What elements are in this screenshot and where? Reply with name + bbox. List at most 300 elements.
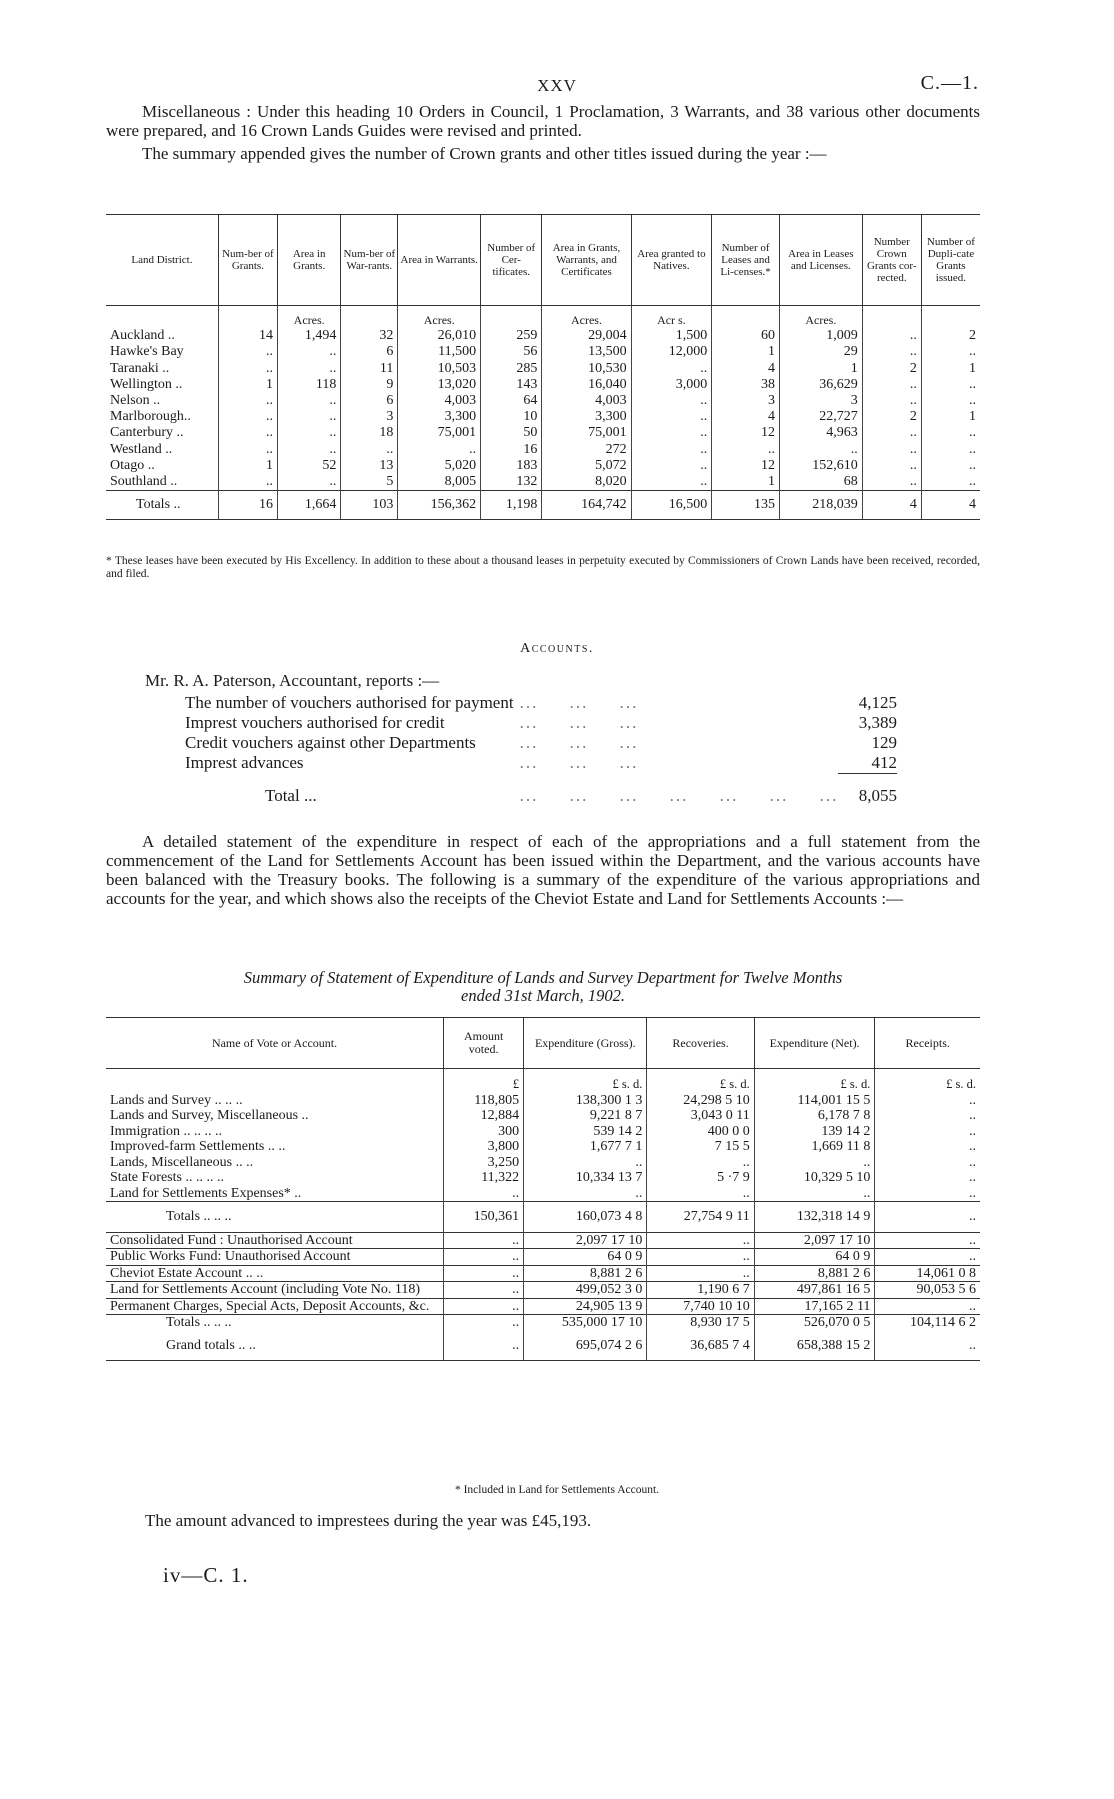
vouchers-total-label: Total ... — [265, 785, 317, 805]
table-cell: 1,009 — [779, 328, 862, 344]
table-cell: .. — [921, 344, 980, 360]
units-row — [106, 1069, 980, 1093]
table-cell: 1 — [218, 377, 277, 393]
voucher-label: Imprest vouchers authorised for credit — [185, 713, 445, 732]
voucher-label: The number of vouchers authorised for payment — [185, 693, 514, 712]
voucher-value: 412 — [838, 753, 897, 774]
table-cell: .. — [341, 442, 398, 458]
total-cell: .. — [875, 1331, 980, 1361]
table-cell: .. — [631, 474, 712, 491]
accounts-paragraph: A detailed statement of the expenditure in respect of each of the appropriations and a full statement from the commencement of the Land for Settlements Account has been issued within the Department, and the various accounts have been balanced with the Treasury books. The following is a summary of the expenditure of the various appropriations and accounts for the year, and which shows also the receipts of the Cheviot Estate and Land for Settlements Accounts :— — [106, 832, 980, 908]
total-cell: 4 — [921, 491, 980, 520]
table-cell: 10,329 5 10 — [754, 1170, 875, 1186]
row-label: Immigration .. .. .. .. — [110, 1123, 222, 1139]
table-cell: 5,020 — [398, 458, 481, 474]
total-cell: 535,000 17 10 — [524, 1315, 647, 1331]
table-cell: 24,298 5 10 — [647, 1093, 754, 1109]
spacer — [185, 774, 897, 786]
closing-sentence: The amount advanced to imprestees during the year was £45,193. — [145, 1511, 592, 1530]
table-cell: .. — [444, 1186, 524, 1202]
table-cell: 9,221 8 7 — [524, 1108, 647, 1124]
total-cell: Totals .. — [106, 491, 218, 520]
table-cell: .. — [277, 393, 340, 409]
table-cell: .. — [444, 1265, 524, 1282]
voucher-label: Credit vouchers against other Departments — [185, 733, 476, 752]
leader-dots: ... ... ... — [519, 693, 639, 712]
table-cell: 29 — [779, 344, 862, 360]
col-header: Num-ber of Grants. — [218, 215, 277, 306]
table-cell: .. — [218, 393, 277, 409]
total-cell: .. — [444, 1331, 524, 1361]
row-label: Auckland .. — [110, 328, 175, 344]
table-cell: .. — [862, 458, 921, 474]
voucher-value: 4,125 — [858, 693, 897, 712]
table-cell: 7 15 5 — [647, 1139, 754, 1155]
row-label: Permanent Charges, Special Acts, Deposit Accounts, &c. — [106, 1298, 444, 1315]
table-cell: 3,043 0 11 — [647, 1108, 754, 1124]
accounts-reporter: Mr. R. A. Paterson, Accountant, reports :— — [145, 671, 440, 690]
table-cell: 8,020 — [542, 474, 631, 491]
row-label: Wellington .. — [110, 376, 183, 392]
table-cell: .. — [277, 425, 340, 441]
total-cell: Totals .. .. .. — [106, 1202, 444, 1233]
table-row — [106, 1139, 980, 1155]
table-cell: .. — [647, 1265, 754, 1282]
total-cell: 658,388 15 2 — [754, 1331, 875, 1361]
table-cell: .. — [921, 458, 980, 474]
table-cell: .. — [444, 1249, 524, 1266]
table-cell: 1,190 6 7 — [647, 1282, 754, 1299]
summary-title — [106, 969, 980, 1005]
table-cell: 1 — [712, 344, 780, 360]
table-cell: .. — [218, 442, 277, 458]
total-cell: .. — [444, 1315, 524, 1331]
table-cell: 11,500 — [398, 344, 481, 360]
row-label: Nelson .. — [110, 393, 161, 409]
table-cell: 68 — [779, 474, 862, 491]
col-header: Recoveries. — [647, 1018, 754, 1069]
col-header: Land District. — [106, 215, 218, 306]
total-cell: 218,039 — [779, 491, 862, 520]
table-cell: .. — [875, 1170, 980, 1186]
table-cell: 2 — [862, 409, 921, 425]
table-cell: 13 — [341, 458, 398, 474]
document-code: C.—1. — [920, 72, 979, 94]
titles-totals-row — [106, 491, 980, 520]
table-cell: .. — [444, 1282, 524, 1299]
table-cell: 2,097 17 10 — [754, 1232, 875, 1249]
table-cell: .. — [647, 1155, 754, 1171]
vouchers-total-row — [185, 786, 897, 806]
table-cell: 4 — [712, 409, 780, 425]
table-row — [106, 1170, 980, 1186]
table-row — [106, 328, 980, 344]
table-cell: .. — [875, 1249, 980, 1266]
table-cell: .. — [875, 1124, 980, 1140]
table-row — [106, 1249, 980, 1266]
miscellaneous-paragraph: Miscellaneous : Under this heading 10 Orders in Council, 1 Proclamation, 3 Warrants, and 38 various other documents were prepared, and 16 Crown Lands Guides were revised and printed. — [106, 102, 980, 140]
table-cell: 12,000 — [631, 344, 712, 360]
col-header: Receipts. — [875, 1018, 980, 1069]
table-row — [106, 1298, 980, 1315]
table-cell: .. — [524, 1155, 647, 1171]
total-cell: 103 — [341, 491, 398, 520]
unit-cell: Acres. — [542, 306, 631, 329]
table-cell: 10,334 13 7 — [524, 1170, 647, 1186]
table-cell: 139 14 2 — [754, 1124, 875, 1140]
row-label: Canterbury .. — [110, 425, 184, 441]
total-cell: 160,073 4 8 — [524, 1202, 647, 1233]
unit-cell: £ s. d. — [647, 1069, 754, 1093]
table-cell: .. — [631, 393, 712, 409]
table-cell: .. — [875, 1155, 980, 1171]
table-cell: 24,905 13 9 — [524, 1298, 647, 1315]
table-cell: .. — [277, 344, 340, 360]
table-row — [106, 1124, 980, 1140]
voucher-row — [185, 733, 897, 753]
table-cell: .. — [631, 409, 712, 425]
unit-cell — [341, 306, 398, 329]
table-row — [106, 393, 980, 409]
table-cell: 3,000 — [631, 377, 712, 393]
table-cell: 64 0 9 — [754, 1249, 875, 1266]
summary-totals2-row — [106, 1315, 980, 1331]
table-cell: .. — [875, 1108, 980, 1124]
table-row — [106, 1265, 980, 1282]
row-label: Hawke's Bay — [110, 344, 184, 360]
table-cell: .. — [277, 442, 340, 458]
row-label: Taranaki .. — [110, 360, 170, 376]
unit-cell: Acres. — [398, 306, 481, 329]
leader-dots: ... ... ... — [519, 753, 639, 773]
summary-intro: The summary appended gives the number of Crown grants and other titles issued during the year :— — [142, 144, 827, 163]
table-cell: 1 — [218, 458, 277, 474]
total-cell: 526,070 0 5 — [754, 1315, 875, 1331]
table-cell: 4,963 — [779, 425, 862, 441]
table-cell: 4 — [712, 361, 780, 377]
table-cell: 8,005 — [398, 474, 481, 491]
table-cell: .. — [875, 1232, 980, 1249]
table-cell: 138,300 1 3 — [524, 1093, 647, 1109]
table-row — [106, 425, 980, 441]
table-cell: 90,053 5 6 — [875, 1282, 980, 1299]
total-cell: 36,685 7 4 — [647, 1331, 754, 1361]
table-cell: 7,740 10 10 — [647, 1298, 754, 1315]
col-header: Area granted to Natives. — [631, 215, 712, 306]
col-header: Area in Grants, Warrants, and Certificates — [542, 215, 631, 306]
table-cell: .. — [921, 474, 980, 491]
table-cell: 118,805 — [444, 1093, 524, 1109]
table-cell: 1,500 — [631, 328, 712, 344]
table-cell: 26,010 — [398, 328, 481, 344]
expenditure-table — [106, 1017, 980, 1361]
table-row — [106, 458, 980, 474]
col-header: Area in Warrants. — [398, 215, 481, 306]
table-cell: 6 — [341, 393, 398, 409]
table-row — [106, 1155, 980, 1171]
total-cell: 1,198 — [481, 491, 542, 520]
table-cell: 32 — [341, 328, 398, 344]
row-label: Public Works Fund: Unauthorised Account — [106, 1249, 444, 1266]
table-row — [106, 1232, 980, 1249]
leader-dots: ... ... ... — [519, 733, 639, 752]
unit-cell — [712, 306, 780, 329]
table-cell: .. — [862, 474, 921, 491]
table-cell: 6,178 7 8 — [754, 1108, 875, 1124]
total-cell: 104,114 6 2 — [875, 1315, 980, 1331]
table-cell: 2 — [862, 361, 921, 377]
summary-title-line: Summary of Statement of Expenditure of Lands and Survey Department for Twelve Months — [243, 968, 843, 987]
grand-totals-row — [106, 1331, 980, 1361]
table-cell: .. — [647, 1232, 754, 1249]
total-cell: 132,318 14 9 — [754, 1202, 875, 1233]
table-cell: .. — [875, 1139, 980, 1155]
table-cell: .. — [779, 442, 862, 458]
summary-totals-row — [106, 1202, 980, 1233]
table-cell: 1 — [921, 361, 980, 377]
table-cell: 75,001 — [398, 425, 481, 441]
row-label: Lands and Survey .. .. .. — [110, 1092, 243, 1108]
total-cell: 150,361 — [444, 1202, 524, 1233]
col-header: Expenditure (Gross). — [524, 1018, 647, 1069]
table-cell: 3 — [712, 393, 780, 409]
unit-cell: Acr s. — [631, 306, 712, 329]
col-header: Name of Vote or Account. — [106, 1018, 444, 1069]
table-cell: .. — [921, 442, 980, 458]
col-header: Number of Dupli-cate Grants issued. — [921, 215, 980, 306]
row-label: Land for Settlements Expenses* .. — [110, 1185, 302, 1201]
table-row — [106, 442, 980, 458]
voucher-value: 3,389 — [858, 713, 897, 732]
table-cell: 3,300 — [398, 409, 481, 425]
table-cell: 114,001 15 5 — [754, 1093, 875, 1109]
table-cell: 22,727 — [779, 409, 862, 425]
table-cell: .. — [444, 1298, 524, 1315]
voucher-value: 129 — [871, 733, 897, 752]
voucher-row — [185, 753, 897, 774]
unit-cell — [106, 1069, 444, 1093]
table-row — [106, 409, 980, 425]
unit-cell: £ s. d. — [875, 1069, 980, 1093]
row-label: Improved-farm Settlements .. .. — [110, 1139, 286, 1154]
table-cell: 183 — [481, 458, 542, 474]
table-row — [106, 1282, 980, 1299]
row-label: Southland .. — [110, 474, 178, 490]
table-cell: 1 — [712, 474, 780, 491]
table-cell: 56 — [481, 344, 542, 360]
table-row — [106, 1108, 980, 1124]
table-cell: 12,884 — [444, 1108, 524, 1124]
total-cell: Totals .. .. .. — [106, 1315, 444, 1331]
table-cell: 18 — [341, 425, 398, 441]
table-cell: .. — [862, 377, 921, 393]
table-cell: .. — [712, 442, 780, 458]
col-header: Num-ber of War-rants. — [341, 215, 398, 306]
vouchers-total-value: 8,055 — [858, 785, 897, 805]
table-cell: .. — [921, 393, 980, 409]
total-cell: 27,754 9 11 — [647, 1202, 754, 1233]
col-header: Number of Leases and Li-censes.* — [712, 215, 780, 306]
table-cell: .. — [647, 1249, 754, 1266]
table-cell: .. — [631, 458, 712, 474]
col-header: Number Crown Grants cor-rected. — [862, 215, 921, 306]
table-row — [106, 474, 980, 491]
leader-dots: ... ... ... — [519, 713, 639, 732]
table-cell: 1 — [779, 361, 862, 377]
total-cell: 164,742 — [542, 491, 631, 520]
summary-footnote: * Included in Land for Settlements Account. — [454, 1484, 660, 1496]
page-signature: iv—C. 1. — [163, 1563, 249, 1587]
table-cell: 29,004 — [542, 328, 631, 344]
table-cell: 50 — [481, 425, 542, 441]
table-cell: 64 0 9 — [524, 1249, 647, 1266]
table-cell: .. — [875, 1093, 980, 1109]
table-cell: 1,677 7 1 — [524, 1139, 647, 1155]
total-cell: 156,362 — [398, 491, 481, 520]
table-cell: .. — [218, 409, 277, 425]
row-label: Consolidated Fund : Unauthorised Account — [106, 1232, 444, 1249]
table-cell: 1 — [921, 409, 980, 425]
table-cell: .. — [862, 344, 921, 360]
table-cell: 52 — [277, 458, 340, 474]
table-cell: 6 — [341, 344, 398, 360]
vouchers-list — [185, 693, 897, 806]
table-cell: 3 — [779, 393, 862, 409]
unit-cell — [218, 306, 277, 329]
table-cell: .. — [277, 474, 340, 491]
unit-cell: £ s. d. — [754, 1069, 875, 1093]
table-cell: 10 — [481, 409, 542, 425]
table-cell: 36,629 — [779, 377, 862, 393]
voucher-row — [185, 713, 897, 733]
col-header: Number of Cer-tificates. — [481, 215, 542, 306]
table-cell: 5 ·7 9 — [647, 1170, 754, 1186]
total-cell: 135 — [712, 491, 780, 520]
col-header: Expenditure (Net). — [754, 1018, 875, 1069]
table-cell: 152,610 — [779, 458, 862, 474]
table-cell: .. — [524, 1186, 647, 1202]
table-cell: .. — [218, 474, 277, 491]
table-cell: 118 — [277, 377, 340, 393]
table-cell: 497,861 16 5 — [754, 1282, 875, 1299]
table-cell: 64 — [481, 393, 542, 409]
total-cell: 695,074 2 6 — [524, 1331, 647, 1361]
table-cell: 5,072 — [542, 458, 631, 474]
total-cell: .. — [875, 1202, 980, 1233]
table-cell: .. — [862, 328, 921, 344]
total-cell: Grand totals .. .. — [106, 1331, 444, 1361]
table-cell: 12 — [712, 458, 780, 474]
row-label: Westland .. — [110, 441, 173, 457]
accounts-heading: Accounts. — [520, 641, 594, 656]
summary-title-line: ended 31st March, 1902. — [461, 986, 625, 1005]
row-label: Cheviot Estate Account .. .. — [106, 1265, 444, 1282]
table-cell: 14 — [218, 328, 277, 344]
voucher-row — [185, 693, 897, 713]
table-cell: .. — [277, 409, 340, 425]
total-cell: 8,930 17 5 — [647, 1315, 754, 1331]
unit-cell — [106, 306, 218, 329]
table-cell: 5 — [341, 474, 398, 491]
table-cell: .. — [754, 1186, 875, 1202]
table-cell: 1,494 — [277, 328, 340, 344]
leader-dots: ... ... ... ... ... ... ... — [519, 785, 839, 805]
unit-cell — [921, 306, 980, 329]
table-cell: .. — [631, 425, 712, 441]
table-cell: .. — [218, 344, 277, 360]
col-header: Area in Leases and Licenses. — [779, 215, 862, 306]
table-cell: 10,530 — [542, 361, 631, 377]
unit-cell — [862, 306, 921, 329]
table-cell: 1,669 11 8 — [754, 1139, 875, 1155]
table-cell: .. — [631, 442, 712, 458]
table-cell: 12 — [712, 425, 780, 441]
table-cell: 3 — [341, 409, 398, 425]
table-cell: 10,503 — [398, 361, 481, 377]
table-cell: 4,003 — [398, 393, 481, 409]
table-cell: 3,300 — [542, 409, 631, 425]
table-cell: .. — [218, 361, 277, 377]
table-cell: .. — [862, 442, 921, 458]
row-label: Lands, Miscellaneous .. .. — [110, 1154, 254, 1170]
table-cell: 9 — [341, 377, 398, 393]
row-label: Marlborough.. — [110, 409, 191, 425]
table-cell: 17,165 2 11 — [754, 1298, 875, 1315]
titles-table-header — [106, 215, 980, 306]
table-cell: .. — [631, 361, 712, 377]
table-cell: 16 — [481, 442, 542, 458]
page-number: XXV — [537, 76, 577, 95]
table-row — [106, 1186, 980, 1202]
table-cell: 400 0 0 — [647, 1124, 754, 1140]
titles-footnote: * These leases have been executed by His Excellency. In addition to these about a thousand leases in perpetuity executed by Commissioners of Crown Lands have been received, recorded, and filed. — [106, 555, 980, 580]
table-cell: 8,881 2 6 — [754, 1265, 875, 1282]
expenditure-table-header — [106, 1018, 980, 1069]
table-row — [106, 1093, 980, 1109]
total-cell: 1,664 — [277, 491, 340, 520]
titles-table — [106, 214, 980, 520]
col-header: Amount voted. — [444, 1018, 524, 1069]
unit-cell: £ s. d. — [524, 1069, 647, 1093]
table-cell: 2,097 17 10 — [524, 1232, 647, 1249]
table-cell: 11,322 — [444, 1170, 524, 1186]
voucher-label: Imprest advances — [185, 753, 304, 773]
table-cell: 539 14 2 — [524, 1124, 647, 1140]
col-header: Area in Grants. — [277, 215, 340, 306]
unit-cell: Acres. — [277, 306, 340, 329]
table-cell: 2 — [921, 328, 980, 344]
row-label: Land for Settlements Account (including Vote No. 118) — [106, 1282, 444, 1299]
table-cell: .. — [218, 425, 277, 441]
table-cell: .. — [647, 1186, 754, 1202]
table-cell: .. — [921, 377, 980, 393]
table-cell: 259 — [481, 328, 542, 344]
table-cell: 4,003 — [542, 393, 631, 409]
row-label: Lands and Survey, Miscellaneous .. — [110, 1108, 309, 1123]
total-cell: 4 — [862, 491, 921, 520]
table-cell: 11 — [341, 361, 398, 377]
table-row — [106, 361, 980, 377]
total-cell: 16 — [218, 491, 277, 520]
table-cell: 3,800 — [444, 1139, 524, 1155]
total-cell: 16,500 — [631, 491, 712, 520]
table-row — [106, 377, 980, 393]
table-cell: 132 — [481, 474, 542, 491]
table-cell: .. — [862, 425, 921, 441]
unit-cell: £ — [444, 1069, 524, 1093]
table-cell: .. — [921, 425, 980, 441]
table-cell: 272 — [542, 442, 631, 458]
